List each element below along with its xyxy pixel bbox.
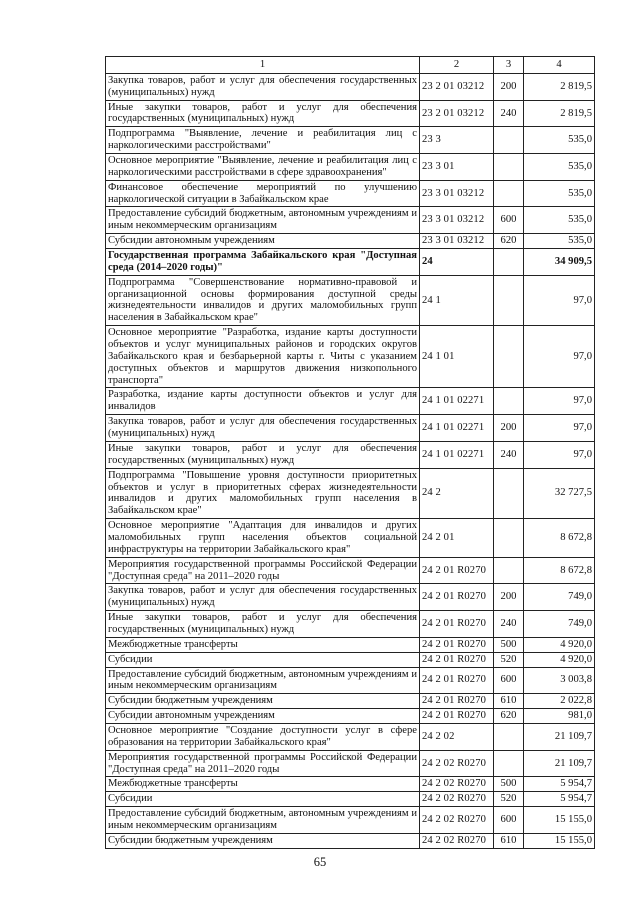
row-name: Предоставление субсидий бюджетным, автономным учреждениям и иным некоммерческим организациям xyxy=(106,667,420,694)
row-code: 24 2 02 xyxy=(420,723,494,750)
row-name: Разработка, издание карты доступности объектов и услуг для инвалидов xyxy=(106,388,420,415)
row-expense-type: 240 xyxy=(494,100,524,127)
row-amount: 97,0 xyxy=(524,441,595,468)
row-expense-type: 610 xyxy=(494,694,524,709)
row-amount: 3 003,8 xyxy=(524,667,595,694)
table-row xyxy=(106,100,595,127)
row-code: 24 2 01 xyxy=(420,519,494,558)
row-amount: 34 909,5 xyxy=(524,249,595,276)
row-name: Иные закупки товаров, работ и услуг для обеспечения государственных (муниципальных) нужд xyxy=(106,100,420,127)
row-amount: 535,0 xyxy=(524,207,595,234)
header-col-3: 3 xyxy=(494,57,524,74)
row-expense-type: 520 xyxy=(494,792,524,807)
row-code: 24 2 01 R0270 xyxy=(420,611,494,638)
table-row xyxy=(106,388,595,415)
row-expense-type xyxy=(494,154,524,181)
row-code: 23 3 01 03212 xyxy=(420,180,494,207)
table-row xyxy=(106,415,595,442)
table-row xyxy=(106,127,595,154)
row-amount: 21 109,7 xyxy=(524,750,595,777)
row-amount: 97,0 xyxy=(524,326,595,388)
row-amount: 32 727,5 xyxy=(524,468,595,518)
row-name: Подпрограмма "Выявление, лечение и реабилитация лиц с наркологическими расстройствами" xyxy=(106,127,420,154)
table-row xyxy=(106,584,595,611)
row-amount: 2 819,5 xyxy=(524,100,595,127)
row-amount: 2 819,5 xyxy=(524,73,595,100)
row-expense-type: 620 xyxy=(494,709,524,724)
row-expense-type xyxy=(494,275,524,325)
row-name: Субсидии бюджетным учреждениям xyxy=(106,694,420,709)
row-expense-type: 600 xyxy=(494,807,524,834)
row-name: Государственная программа Забайкальского края "Доступная среда (2014–2020 годы)" xyxy=(106,249,420,276)
budget-table-body xyxy=(106,57,595,849)
row-name: Основное мероприятие "Создание доступности услуг в сфере образования на территории Забайкальского края" xyxy=(106,723,420,750)
page-number: 65 xyxy=(313,855,327,869)
table-row xyxy=(106,709,595,724)
row-code: 24 2 02 R0270 xyxy=(420,777,494,792)
table-row xyxy=(106,792,595,807)
row-name: Предоставление субсидий бюджетным, автономным учреждениям и иным некоммерческим организациям xyxy=(106,207,420,234)
row-amount: 535,0 xyxy=(524,180,595,207)
row-amount: 535,0 xyxy=(524,234,595,249)
row-code: 24 2 xyxy=(420,468,494,518)
row-expense-type xyxy=(494,750,524,777)
table-row xyxy=(106,723,595,750)
row-name: Основное мероприятие "Разработка, издание карты доступности объектов и услуг муниципальных районов и городских округов Забайкальского края и безбарьерной карты г. Читы с указанием доступных объектов и маршрутов движения низкопольного транспорта" xyxy=(106,326,420,388)
row-expense-type: 600 xyxy=(494,667,524,694)
table-row xyxy=(106,667,595,694)
row-name: Иные закупки товаров, работ и услуг для обеспечения государственных (муниципальных) нужд xyxy=(106,611,420,638)
table-row xyxy=(106,557,595,584)
row-expense-type: 500 xyxy=(494,777,524,792)
budget-table xyxy=(105,56,595,849)
row-expense-type xyxy=(494,249,524,276)
table-row xyxy=(106,234,595,249)
row-code: 23 3 01 03212 xyxy=(420,207,494,234)
row-expense-type xyxy=(494,557,524,584)
row-name: Межбюджетные трансферты xyxy=(106,637,420,652)
row-amount: 21 109,7 xyxy=(524,723,595,750)
row-amount: 5 954,7 xyxy=(524,777,595,792)
row-amount: 749,0 xyxy=(524,611,595,638)
row-name: Субсидии xyxy=(106,652,420,667)
row-name: Мероприятия государственной программы Российской Федерации "Доступная среда" на 2011–2020 годы xyxy=(106,750,420,777)
row-expense-type xyxy=(494,723,524,750)
row-amount: 8 672,8 xyxy=(524,519,595,558)
row-expense-type: 520 xyxy=(494,652,524,667)
row-name: Закупка товаров, работ и услуг для обеспечения государственных (муниципальных) нужд xyxy=(106,415,420,442)
row-amount: 8 672,8 xyxy=(524,557,595,584)
row-code: 24 1 xyxy=(420,275,494,325)
table-row xyxy=(106,154,595,181)
row-code: 24 xyxy=(420,249,494,276)
row-expense-type: 610 xyxy=(494,833,524,848)
row-code: 24 2 02 R0270 xyxy=(420,750,494,777)
row-code: 24 2 01 R0270 xyxy=(420,709,494,724)
row-code: 23 2 01 03212 xyxy=(420,73,494,100)
row-amount: 4 920,0 xyxy=(524,652,595,667)
row-code: 23 3 01 xyxy=(420,154,494,181)
row-name: Межбюджетные трансферты xyxy=(106,777,420,792)
row-code: 24 1 01 02271 xyxy=(420,388,494,415)
row-amount: 97,0 xyxy=(524,415,595,442)
row-name: Субсидии автономным учреждениям xyxy=(106,234,420,249)
row-amount: 981,0 xyxy=(524,709,595,724)
row-code: 24 2 01 R0270 xyxy=(420,584,494,611)
row-amount: 535,0 xyxy=(524,127,595,154)
table-row xyxy=(106,275,595,325)
table-row xyxy=(106,750,595,777)
table-row xyxy=(106,326,595,388)
row-expense-type: 200 xyxy=(494,415,524,442)
header-col-1: 1 xyxy=(106,57,420,74)
row-expense-type xyxy=(494,180,524,207)
table-row xyxy=(106,637,595,652)
row-name: Субсидии автономным учреждениям xyxy=(106,709,420,724)
row-name: Закупка товаров, работ и услуг для обеспечения государственных (муниципальных) нужд xyxy=(106,73,420,100)
table-row xyxy=(106,611,595,638)
header-col-4: 4 xyxy=(524,57,595,74)
row-amount: 97,0 xyxy=(524,388,595,415)
table-row xyxy=(106,519,595,558)
row-expense-type xyxy=(494,519,524,558)
row-amount: 5 954,7 xyxy=(524,792,595,807)
row-code: 24 1 01 02271 xyxy=(420,415,494,442)
table-header-row xyxy=(106,57,595,74)
table-row xyxy=(106,777,595,792)
table-row xyxy=(106,833,595,848)
table-row xyxy=(106,441,595,468)
row-expense-type: 200 xyxy=(494,73,524,100)
table-row xyxy=(106,807,595,834)
row-expense-type xyxy=(494,326,524,388)
row-name: Финансовое обеспечение мероприятий по улучшению наркологической ситуации в Забайкальском крае xyxy=(106,180,420,207)
row-amount: 15 155,0 xyxy=(524,807,595,834)
row-code: 24 2 02 R0270 xyxy=(420,807,494,834)
row-expense-type xyxy=(494,388,524,415)
row-amount: 4 920,0 xyxy=(524,637,595,652)
row-expense-type: 600 xyxy=(494,207,524,234)
table-row xyxy=(106,207,595,234)
row-code: 23 3 01 03212 xyxy=(420,234,494,249)
table-row xyxy=(106,249,595,276)
row-amount: 535,0 xyxy=(524,154,595,181)
table-row xyxy=(106,694,595,709)
row-name: Основное мероприятие "Адаптация для инвалидов и других маломобильных групп населения объектов социальной инфраструктуры на территории Забайкальского края" xyxy=(106,519,420,558)
row-code: 23 3 xyxy=(420,127,494,154)
row-amount: 749,0 xyxy=(524,584,595,611)
row-name: Субсидии xyxy=(106,792,420,807)
row-code: 23 2 01 03212 xyxy=(420,100,494,127)
row-code: 24 1 01 xyxy=(420,326,494,388)
header-col-2: 2 xyxy=(420,57,494,74)
row-amount: 15 155,0 xyxy=(524,833,595,848)
row-code: 24 2 02 R0270 xyxy=(420,833,494,848)
row-expense-type: 240 xyxy=(494,611,524,638)
row-amount: 2 022,8 xyxy=(524,694,595,709)
row-name: Подпрограмма "Повышение уровня доступности приоритетных объектов и услуг в приоритетных сферах жизнедеятельности инвалидов и других маломобильных групп населения в Забайкальском крае" xyxy=(106,468,420,518)
row-code: 24 2 01 R0270 xyxy=(420,652,494,667)
row-code: 24 2 01 R0270 xyxy=(420,637,494,652)
row-name: Закупка товаров, работ и услуг для обеспечения государственных (муниципальных) нужд xyxy=(106,584,420,611)
row-expense-type: 620 xyxy=(494,234,524,249)
table-row xyxy=(106,652,595,667)
table-row xyxy=(106,180,595,207)
row-code: 24 2 01 R0270 xyxy=(420,557,494,584)
row-amount: 97,0 xyxy=(524,275,595,325)
row-code: 24 2 02 R0270 xyxy=(420,792,494,807)
row-name: Предоставление субсидий бюджетным, автономным учреждениям и иным некоммерческим организациям xyxy=(106,807,420,834)
row-name: Основное мероприятие "Выявление, лечение и реабилитация лиц с наркологическими расстройствами в сфере здравоохранения" xyxy=(106,154,420,181)
row-expense-type xyxy=(494,468,524,518)
row-expense-type: 500 xyxy=(494,637,524,652)
row-code: 24 2 01 R0270 xyxy=(420,694,494,709)
table-row xyxy=(106,73,595,100)
row-name: Иные закупки товаров, работ и услуг для обеспечения государственных (муниципальных) нужд xyxy=(106,441,420,468)
row-expense-type xyxy=(494,127,524,154)
row-name: Субсидии бюджетным учреждениям xyxy=(106,833,420,848)
row-name: Мероприятия государственной программы Российской Федерации "Доступная среда" на 2011–2020 годы xyxy=(106,557,420,584)
row-code: 24 2 01 R0270 xyxy=(420,667,494,694)
table-row xyxy=(106,468,595,518)
row-expense-type: 240 xyxy=(494,441,524,468)
row-expense-type: 200 xyxy=(494,584,524,611)
row-code: 24 1 01 02271 xyxy=(420,441,494,468)
row-name: Подпрограмма "Совершенствование нормативно-правовой и организационной основы формирования доступной среды жизнедеятельности инвалидов и других маломобильных групп населения в Забайкальском крае" xyxy=(106,275,420,325)
